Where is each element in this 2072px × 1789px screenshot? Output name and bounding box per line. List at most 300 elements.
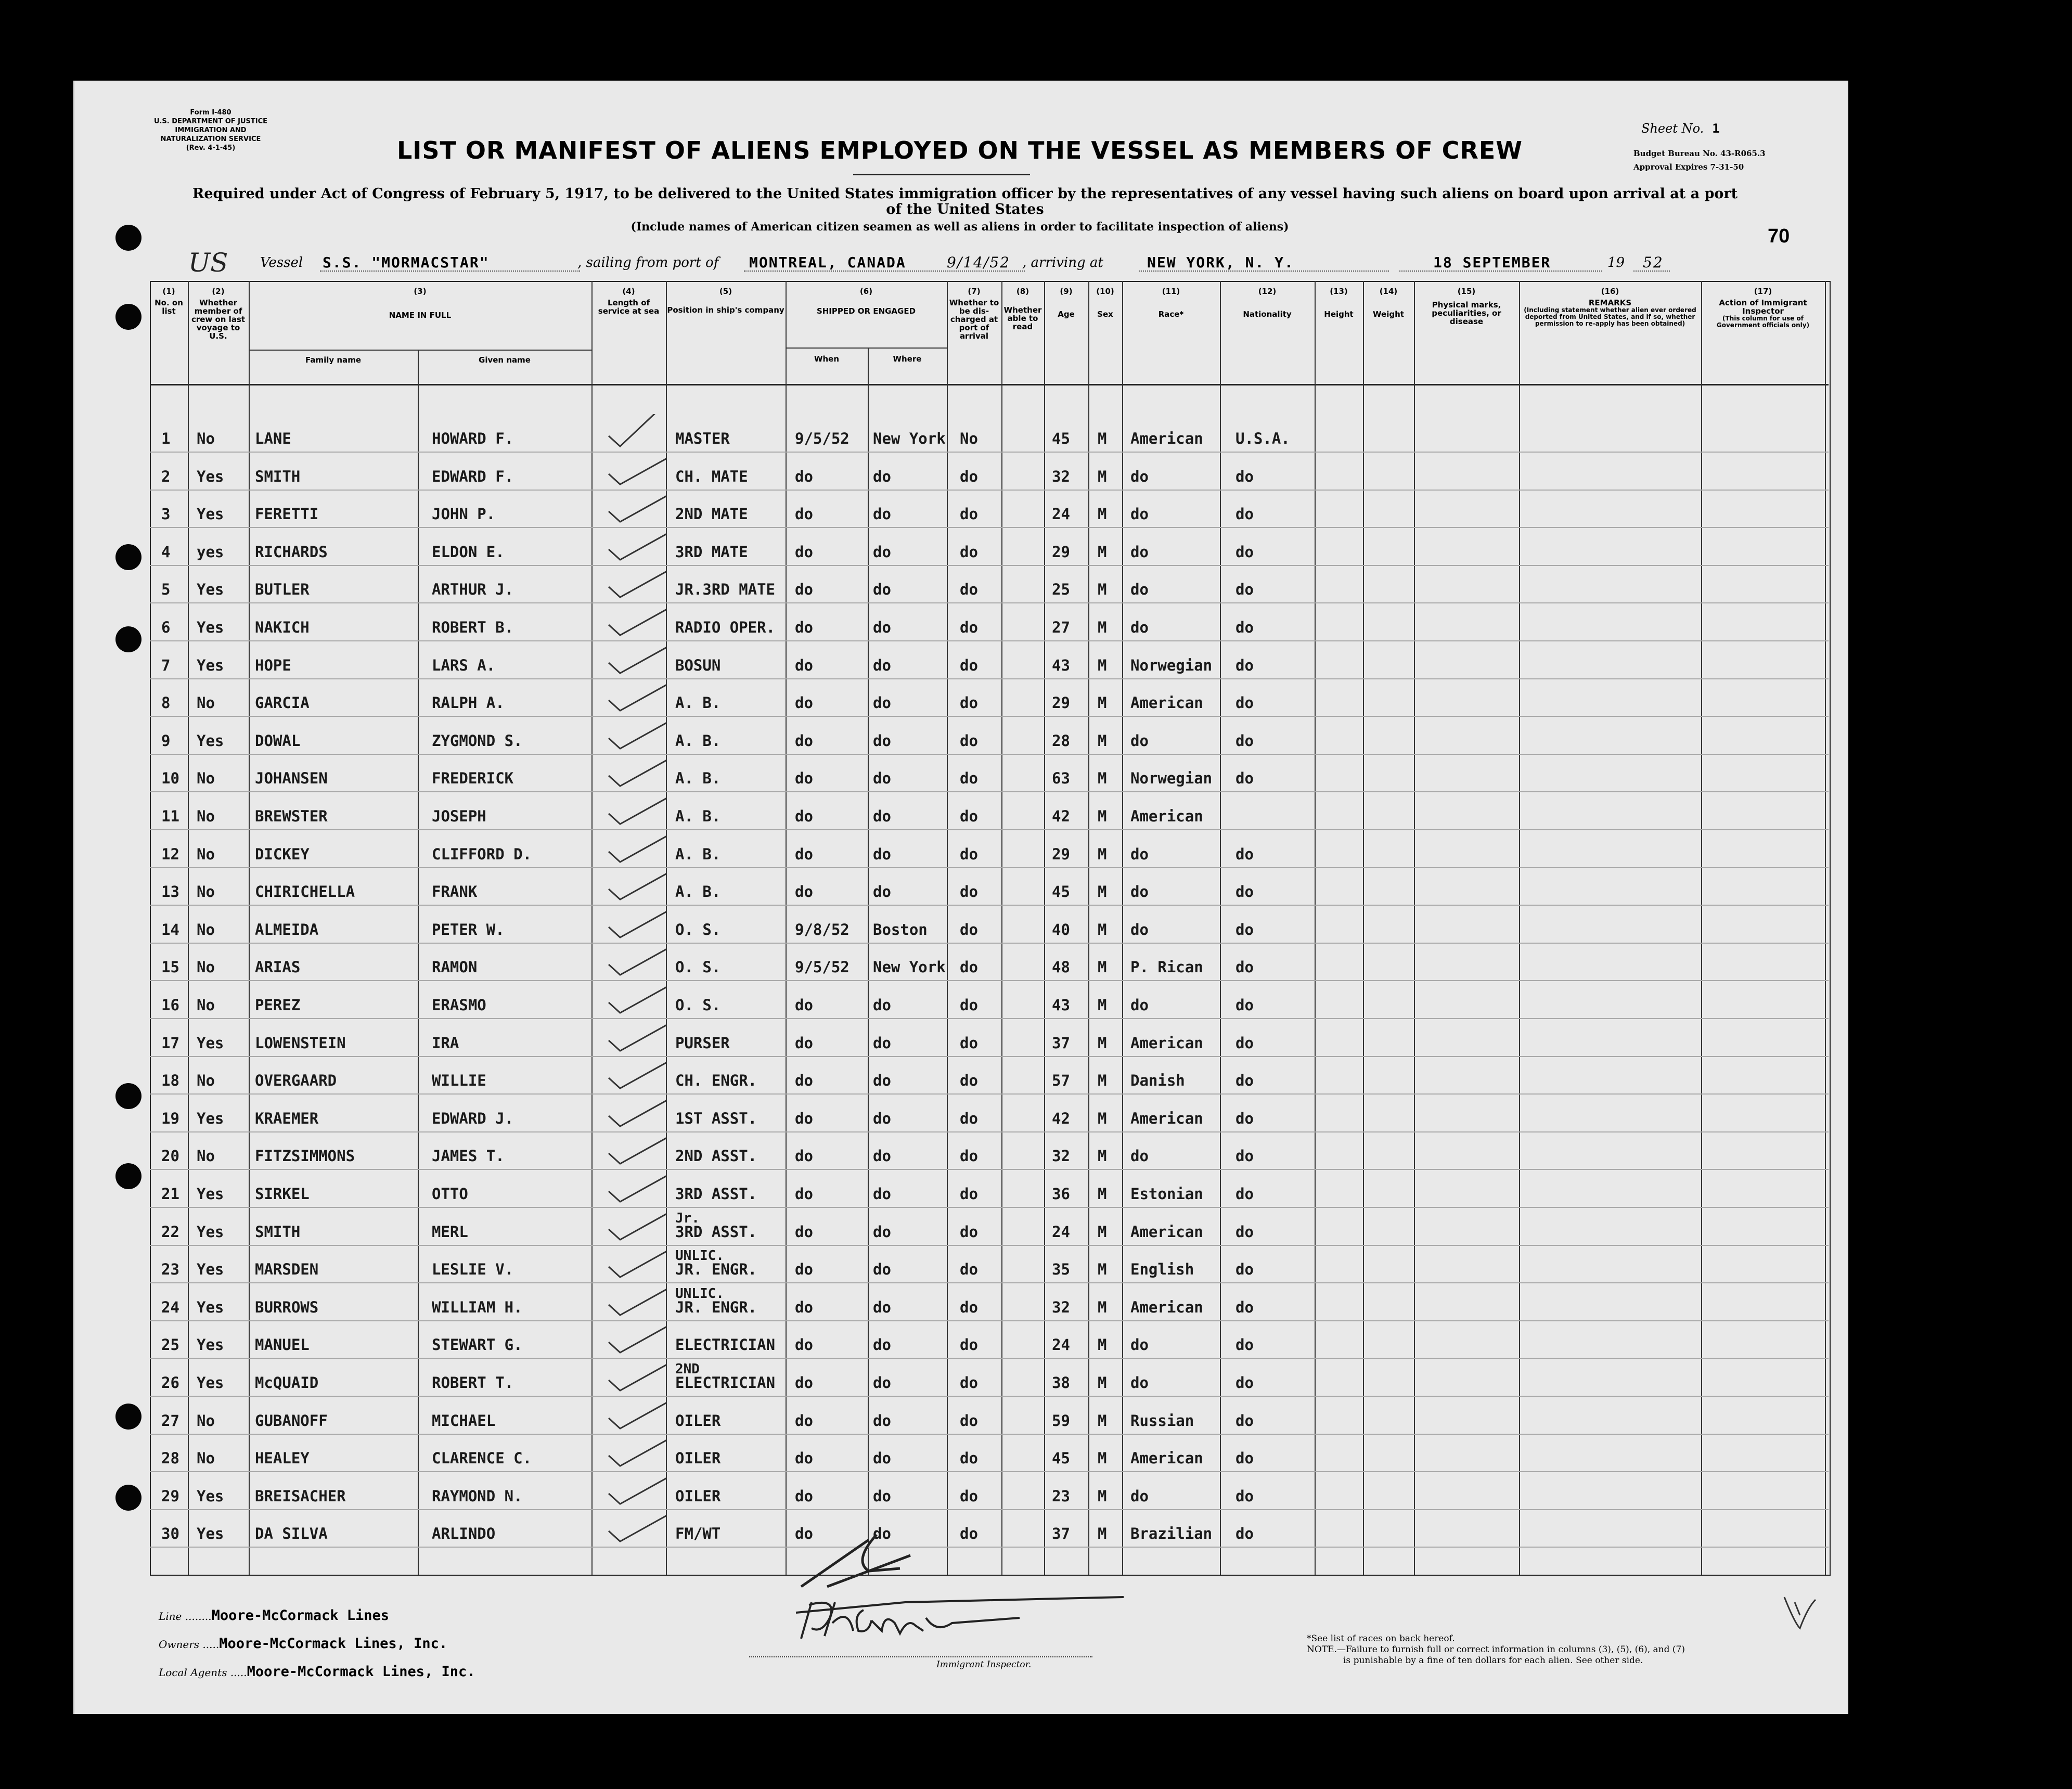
page-number: 70: [1768, 225, 1790, 247]
fill-line: [1633, 271, 1670, 272]
row-number: 24: [161, 1298, 179, 1316]
row-race: do: [1130, 543, 1149, 561]
row-number: 23: [161, 1260, 179, 1279]
header-label: Action of Immigrant Inspector: [1719, 298, 1807, 316]
row-race: do: [1130, 619, 1149, 636]
row-shipped-where: do: [873, 467, 891, 485]
row-race: Estonian: [1130, 1185, 1203, 1203]
row-given-name: ERASMO: [432, 996, 486, 1014]
row-given-name: WILLIAM H.: [432, 1298, 523, 1316]
row-shipped-when: do: [795, 1185, 813, 1203]
row-sex: M: [1098, 467, 1107, 485]
col-number: (8): [1016, 287, 1029, 296]
row-number: 16: [161, 996, 179, 1014]
row-previous-voyage: Yes: [197, 1034, 224, 1052]
header-col-8: [1001, 287, 1044, 331]
row-given-name: MICHAEL: [432, 1411, 496, 1430]
row-given-name: ELDON E.: [432, 543, 505, 561]
row-number: 22: [161, 1222, 179, 1241]
row-age: 43: [1052, 996, 1070, 1014]
check-mark-icon: [603, 1396, 666, 1432]
row-discharged: do: [960, 467, 978, 485]
fill-line: [744, 271, 1025, 272]
row-sex: M: [1098, 1336, 1107, 1354]
row-shipped-where: do: [873, 807, 891, 825]
row-sex: M: [1098, 656, 1107, 674]
check-mark-icon: [603, 452, 666, 487]
footnote-fine: NOTE.—Failure to furnish full or correct information in columns (3), (5), (6), and (7): [1307, 1644, 1685, 1655]
departure-port: MONTREAL, CANADA: [749, 254, 906, 271]
row-family-name: CHIRICHELLA: [255, 883, 355, 901]
header-sublabel: (Including statement whether alien ever ordered deported from United States, and if so, whether permission to re-apply has been obtained): [1524, 306, 1696, 327]
row-previous-voyage: No: [197, 430, 215, 447]
row-age: 24: [1052, 505, 1070, 523]
row-family-name: LOWENSTEIN: [255, 1034, 346, 1052]
row-shipped-where: do: [873, 1072, 891, 1090]
row-discharged: do: [960, 1034, 978, 1052]
row-previous-voyage: No: [197, 1411, 215, 1430]
owners-value: Moore-McCormack Lines, Inc.: [219, 1636, 448, 1652]
row-shipped-when: do: [795, 731, 813, 750]
header-label: Weight: [1373, 310, 1404, 319]
header-col-5: [666, 287, 786, 314]
row-number: 1: [161, 430, 171, 447]
row-shipped-when: do: [795, 1222, 813, 1241]
row-nationality: do: [1236, 1109, 1254, 1127]
row-position: A. B.: [675, 694, 721, 712]
row-discharged: do: [960, 1260, 978, 1279]
row-discharged: do: [960, 1222, 978, 1241]
row-family-name: KRAEMER: [255, 1109, 319, 1127]
row-nationality: do: [1236, 1411, 1254, 1430]
header-label: NAME IN FULL: [389, 311, 452, 320]
col-number: (4): [622, 287, 635, 296]
row-nationality: do: [1236, 1034, 1254, 1052]
row-number: 29: [161, 1487, 179, 1505]
header-col-3: [249, 287, 591, 319]
row-discharged: do: [960, 807, 978, 825]
row-discharged: do: [960, 1336, 978, 1354]
row-given-name: OTTO: [432, 1185, 468, 1203]
row-nationality: do: [1236, 1072, 1254, 1090]
row-discharged: do: [960, 883, 978, 901]
check-mark-icon: [603, 1283, 666, 1318]
row-number: 11: [161, 807, 179, 825]
row-given-name: ROBERT T.: [432, 1374, 514, 1392]
row-position: CH. ENGR.: [675, 1072, 757, 1090]
table-row: [150, 1131, 1829, 1170]
row-position: FM/WT: [675, 1525, 721, 1543]
check-mark-icon: [603, 1169, 666, 1205]
row-position: 2ND ASST.: [675, 1147, 757, 1165]
row-given-name: ARLINDO: [432, 1525, 496, 1543]
row-number: 2: [161, 467, 171, 485]
row-sex: M: [1098, 1449, 1107, 1468]
check-mark-icon: [603, 641, 666, 676]
row-family-name: BURROWS: [255, 1298, 319, 1316]
row-position: A. B.: [675, 731, 721, 750]
row-race: do: [1130, 581, 1149, 599]
header-label: SHIPPED OR ENGAGED: [816, 306, 916, 316]
col-number: (9): [1060, 287, 1073, 296]
row-nationality: do: [1236, 883, 1254, 901]
row-shipped-when: do: [795, 619, 813, 636]
arrival-year: 52: [1643, 254, 1664, 271]
row-nationality: U.S.A.: [1236, 430, 1290, 447]
row-given-name: EDWARD F.: [432, 467, 514, 485]
row-previous-voyage: Yes: [197, 1336, 224, 1354]
col-number: (10): [1096, 287, 1114, 296]
table-row: [150, 1019, 1829, 1057]
row-race: do: [1130, 731, 1149, 750]
row-number: 20: [161, 1147, 179, 1165]
header-col-17: [1701, 287, 1825, 329]
row-sex: M: [1098, 807, 1107, 825]
row-sex: M: [1098, 1034, 1107, 1052]
table-row: [150, 603, 1829, 641]
col-number: (6): [859, 287, 873, 296]
row-discharged: do: [960, 1374, 978, 1392]
margin-mark: [1779, 1592, 1821, 1633]
fill-line: [1399, 271, 1602, 272]
header-label: Whether able to read: [1003, 305, 1042, 331]
inspector-signature-line: [749, 1656, 1092, 1657]
row-previous-voyage: No: [197, 1147, 215, 1165]
row-previous-voyage: No: [197, 1072, 215, 1090]
check-mark-icon: [603, 1207, 666, 1243]
row-race: American: [1130, 1034, 1203, 1052]
row-nationality: do: [1236, 656, 1254, 674]
row-discharged: do: [960, 619, 978, 636]
row-shipped-when: do: [795, 1411, 813, 1430]
row-shipped-when: do: [795, 1034, 813, 1052]
row-shipped-where: do: [873, 1336, 891, 1354]
header-label: Whether member of crew on last voyage to U.S.: [191, 298, 246, 341]
row-position: O. S.: [675, 920, 721, 938]
header-col-11: [1122, 287, 1220, 318]
table-row: [150, 905, 1829, 944]
row-family-name: ARIAS: [255, 958, 301, 976]
year-prefix: 19: [1607, 255, 1625, 271]
header-subrule: [250, 350, 591, 351]
row-position: OILER: [675, 1449, 721, 1468]
row-position: OILER: [675, 1487, 721, 1505]
header-label: Length of service at sea: [598, 298, 660, 316]
header-col-14: [1363, 287, 1414, 318]
row-position: BOSUN: [675, 656, 721, 674]
row-nationality: do: [1236, 694, 1254, 712]
row-nationality: do: [1236, 1336, 1254, 1354]
header-sublabel: (This column for use of Government officials only): [1716, 315, 1810, 329]
row-race: Russian: [1130, 1411, 1194, 1430]
row-previous-voyage: No: [197, 807, 215, 825]
row-age: 63: [1052, 769, 1070, 788]
row-shipped-when: do: [795, 996, 813, 1014]
table-row: [150, 792, 1829, 830]
binder-hole: [115, 1083, 141, 1109]
row-shipped-when: do: [795, 1260, 813, 1279]
col-number: (5): [719, 287, 732, 296]
col-number: (3): [414, 287, 427, 296]
row-shipped-when: do: [795, 656, 813, 674]
row-sex: M: [1098, 581, 1107, 599]
row-number: 28: [161, 1449, 179, 1468]
row-age: 45: [1052, 883, 1070, 901]
binder-hole: [115, 1404, 141, 1430]
header-col-6: [786, 287, 947, 315]
row-number: 12: [161, 845, 179, 863]
header-label: REMARKS: [1588, 298, 1632, 307]
row-sex: M: [1098, 694, 1107, 712]
check-mark-icon: [603, 1509, 666, 1545]
row-given-name: CLIFFORD D.: [432, 845, 532, 863]
table-row: [150, 527, 1829, 566]
row-family-name: MANUEL: [255, 1336, 310, 1354]
row-position-qualifier: UNLIC.: [675, 1248, 724, 1264]
row-sex: M: [1098, 845, 1107, 863]
row-race: American: [1130, 694, 1203, 712]
col-number: (7): [968, 287, 981, 296]
row-family-name: MARSDEN: [255, 1260, 319, 1279]
row-position-qualifier: 2ND: [675, 1361, 700, 1377]
row-given-name: RALPH A.: [432, 694, 505, 712]
table-row: [150, 716, 1829, 755]
agents-field: Local Agents .....Moore-McCormack Lines, Inc.: [159, 1664, 475, 1680]
row-position: 2ND MATE: [675, 505, 748, 523]
row-given-name: WILLIE: [432, 1072, 486, 1090]
check-mark-icon: [603, 678, 666, 714]
row-position: A. B.: [675, 845, 721, 863]
row-shipped-where: do: [873, 1034, 891, 1052]
row-discharged: do: [960, 694, 978, 712]
agents-value: Moore-McCormack Lines, Inc.: [247, 1664, 475, 1680]
row-nationality: do: [1236, 996, 1254, 1014]
row-discharged: do: [960, 505, 978, 523]
title-underline: [853, 174, 1030, 175]
row-shipped-where: do: [873, 694, 891, 712]
row-family-name: SIRKEL: [255, 1185, 310, 1203]
row-position: JR. ENGR.: [675, 1260, 757, 1279]
row-shipped-when: do: [795, 1109, 813, 1127]
row-sex: M: [1098, 1487, 1107, 1505]
check-mark-icon: [603, 414, 666, 449]
check-mark-icon: [603, 1472, 666, 1507]
row-age: 27: [1052, 619, 1070, 636]
header-given-name: Given name: [479, 355, 531, 365]
table-row: [150, 1245, 1829, 1283]
row-previous-voyage: Yes: [197, 1260, 224, 1279]
row-family-name: FERETTI: [255, 505, 319, 523]
row-previous-voyage: Yes: [197, 1185, 224, 1203]
row-shipped-where: do: [873, 581, 891, 599]
row-number: 19: [161, 1109, 179, 1127]
row-shipped-when: do: [795, 1147, 813, 1165]
row-shipped-where: New York: [873, 430, 946, 447]
row-discharged: do: [960, 656, 978, 674]
row-position: 1ST ASST.: [675, 1109, 757, 1127]
row-sex: M: [1098, 920, 1107, 938]
row-age: 35: [1052, 1260, 1070, 1279]
row-number: 4: [161, 543, 171, 561]
row-shipped-when: 9/5/52: [795, 430, 850, 447]
row-shipped-when: do: [795, 1298, 813, 1316]
check-mark-icon: [603, 754, 666, 789]
row-sex: M: [1098, 883, 1107, 901]
footnote: [1307, 1633, 1685, 1666]
check-mark-icon: [603, 1358, 666, 1394]
row-age: 45: [1052, 1449, 1070, 1468]
row-sex: M: [1098, 1411, 1107, 1430]
table-row: [150, 1320, 1829, 1359]
row-nationality: do: [1236, 845, 1254, 863]
table-row: [150, 754, 1829, 792]
row-age: 23: [1052, 1487, 1070, 1505]
row-position: 3RD ASST.: [675, 1185, 757, 1203]
row-age: 42: [1052, 807, 1070, 825]
header-label: Sex: [1097, 310, 1113, 319]
row-shipped-where: do: [873, 1374, 891, 1392]
row-nationality: do: [1236, 1374, 1254, 1392]
row-age: 59: [1052, 1411, 1070, 1430]
table-row: [150, 1396, 1829, 1435]
row-given-name: PETER W.: [432, 920, 505, 938]
col-number: (12): [1258, 287, 1277, 296]
sheet-number: [1641, 121, 1720, 136]
row-position: O. S.: [675, 996, 721, 1014]
row-position: O. S.: [675, 958, 721, 976]
row-family-name: DOWAL: [255, 731, 301, 750]
row-shipped-when: do: [795, 1374, 813, 1392]
row-nationality: do: [1236, 1449, 1254, 1468]
row-age: 29: [1052, 694, 1070, 712]
row-family-name: FITZSIMMONS: [255, 1147, 355, 1165]
table-row: [150, 943, 1829, 981]
header-col-1: [150, 287, 188, 315]
row-previous-voyage: No: [197, 996, 215, 1014]
fill-line: [1139, 271, 1389, 272]
row-discharged: do: [960, 581, 978, 599]
row-family-name: SMITH: [255, 1222, 301, 1241]
row-nationality: do: [1236, 1525, 1254, 1543]
row-previous-voyage: Yes: [197, 656, 224, 674]
row-nationality: do: [1236, 1487, 1254, 1505]
fill-line: [320, 271, 580, 272]
row-race: American: [1130, 1222, 1203, 1241]
row-nationality: do: [1236, 505, 1254, 523]
row-age: 57: [1052, 1072, 1070, 1090]
row-previous-voyage: Yes: [197, 1525, 224, 1543]
row-race: American: [1130, 430, 1203, 447]
row-age: 43: [1052, 656, 1070, 674]
row-position: A. B.: [675, 807, 721, 825]
row-number: 17: [161, 1034, 179, 1052]
row-nationality: do: [1236, 769, 1254, 788]
binder-hole: [115, 1163, 141, 1189]
row-previous-voyage: Yes: [197, 1109, 224, 1127]
header-label: Physical marks, peculiarities, or disease: [1432, 300, 1501, 326]
row-race: American: [1130, 807, 1203, 825]
row-nationality: do: [1236, 1222, 1254, 1241]
row-sex: M: [1098, 1222, 1107, 1241]
row-discharged: do: [960, 920, 978, 938]
check-mark-icon: [603, 1320, 666, 1356]
row-number: 27: [161, 1411, 179, 1430]
row-shipped-where: do: [873, 656, 891, 674]
row-discharged: do: [960, 1487, 978, 1505]
row-race: Norwegian: [1130, 656, 1213, 674]
handwritten-note: US: [188, 248, 228, 278]
row-shipped-when: do: [795, 1336, 813, 1354]
row-family-name: PEREZ: [255, 996, 301, 1014]
row-position-qualifier: UNLIC.: [675, 1285, 724, 1302]
table-row: [150, 1169, 1829, 1208]
header-label: Position in ship's company: [667, 305, 784, 315]
row-number: 8: [161, 694, 171, 712]
row-previous-voyage: yes: [197, 543, 224, 561]
row-previous-voyage: No: [197, 958, 215, 976]
table-row: [150, 1207, 1829, 1246]
row-position-qualifier: Jr.: [675, 1210, 700, 1226]
table-row: [150, 452, 1829, 491]
header-col-12: [1220, 287, 1315, 318]
row-age: 45: [1052, 430, 1070, 447]
row-race: American: [1130, 1449, 1203, 1468]
row-race: do: [1130, 883, 1149, 901]
row-given-name: ZYGMOND S.: [432, 731, 523, 750]
arrival-port: NEW YORK, N. Y.: [1147, 254, 1294, 271]
row-number: 13: [161, 883, 179, 901]
row-nationality: do: [1236, 1260, 1254, 1279]
header-col-4: [591, 287, 666, 315]
row-number: 30: [161, 1525, 179, 1543]
vessel-name: S.S. "MORMACSTAR": [323, 254, 490, 271]
row-sex: M: [1098, 731, 1107, 750]
row-shipped-when: do: [795, 845, 813, 863]
row-race: do: [1130, 1487, 1149, 1505]
table-row: [150, 830, 1829, 868]
row-previous-voyage: Yes: [197, 1374, 224, 1392]
row-discharged: do: [960, 1411, 978, 1430]
header-col-7: [947, 287, 1001, 340]
row-position: JR.3RD MATE: [675, 581, 776, 599]
owners-field: Owners .....Moore-McCormack Lines, Inc.: [159, 1636, 448, 1652]
row-position: A. B.: [675, 883, 721, 901]
row-shipped-where: New York: [873, 958, 946, 976]
line-value: Moore-McCormack Lines: [211, 1607, 389, 1624]
row-previous-voyage: Yes: [197, 581, 224, 599]
row-nationality: do: [1236, 920, 1254, 938]
row-age: 29: [1052, 845, 1070, 863]
row-shipped-where: do: [873, 619, 891, 636]
header-family-name: Family name: [305, 355, 361, 365]
row-position: CH. MATE: [675, 467, 748, 485]
col-number: (11): [1162, 287, 1180, 296]
row-shipped-when: do: [795, 505, 813, 523]
row-age: 37: [1052, 1525, 1070, 1543]
header-col-2: [188, 287, 249, 340]
sheet-value: 1: [1712, 121, 1720, 136]
row-discharged: do: [960, 1449, 978, 1468]
row-shipped-where: do: [873, 731, 891, 750]
row-sex: M: [1098, 1147, 1107, 1165]
approval-expiry: Approval Expires 7-31-50: [1633, 162, 1744, 172]
row-nationality: do: [1236, 1147, 1254, 1165]
row-previous-voyage: No: [197, 883, 215, 901]
row-family-name: OVERGAARD: [255, 1072, 337, 1090]
row-number: 9: [161, 731, 171, 750]
form-revision: (Rev. 4-1-45): [186, 144, 236, 152]
row-sex: M: [1098, 1109, 1107, 1127]
